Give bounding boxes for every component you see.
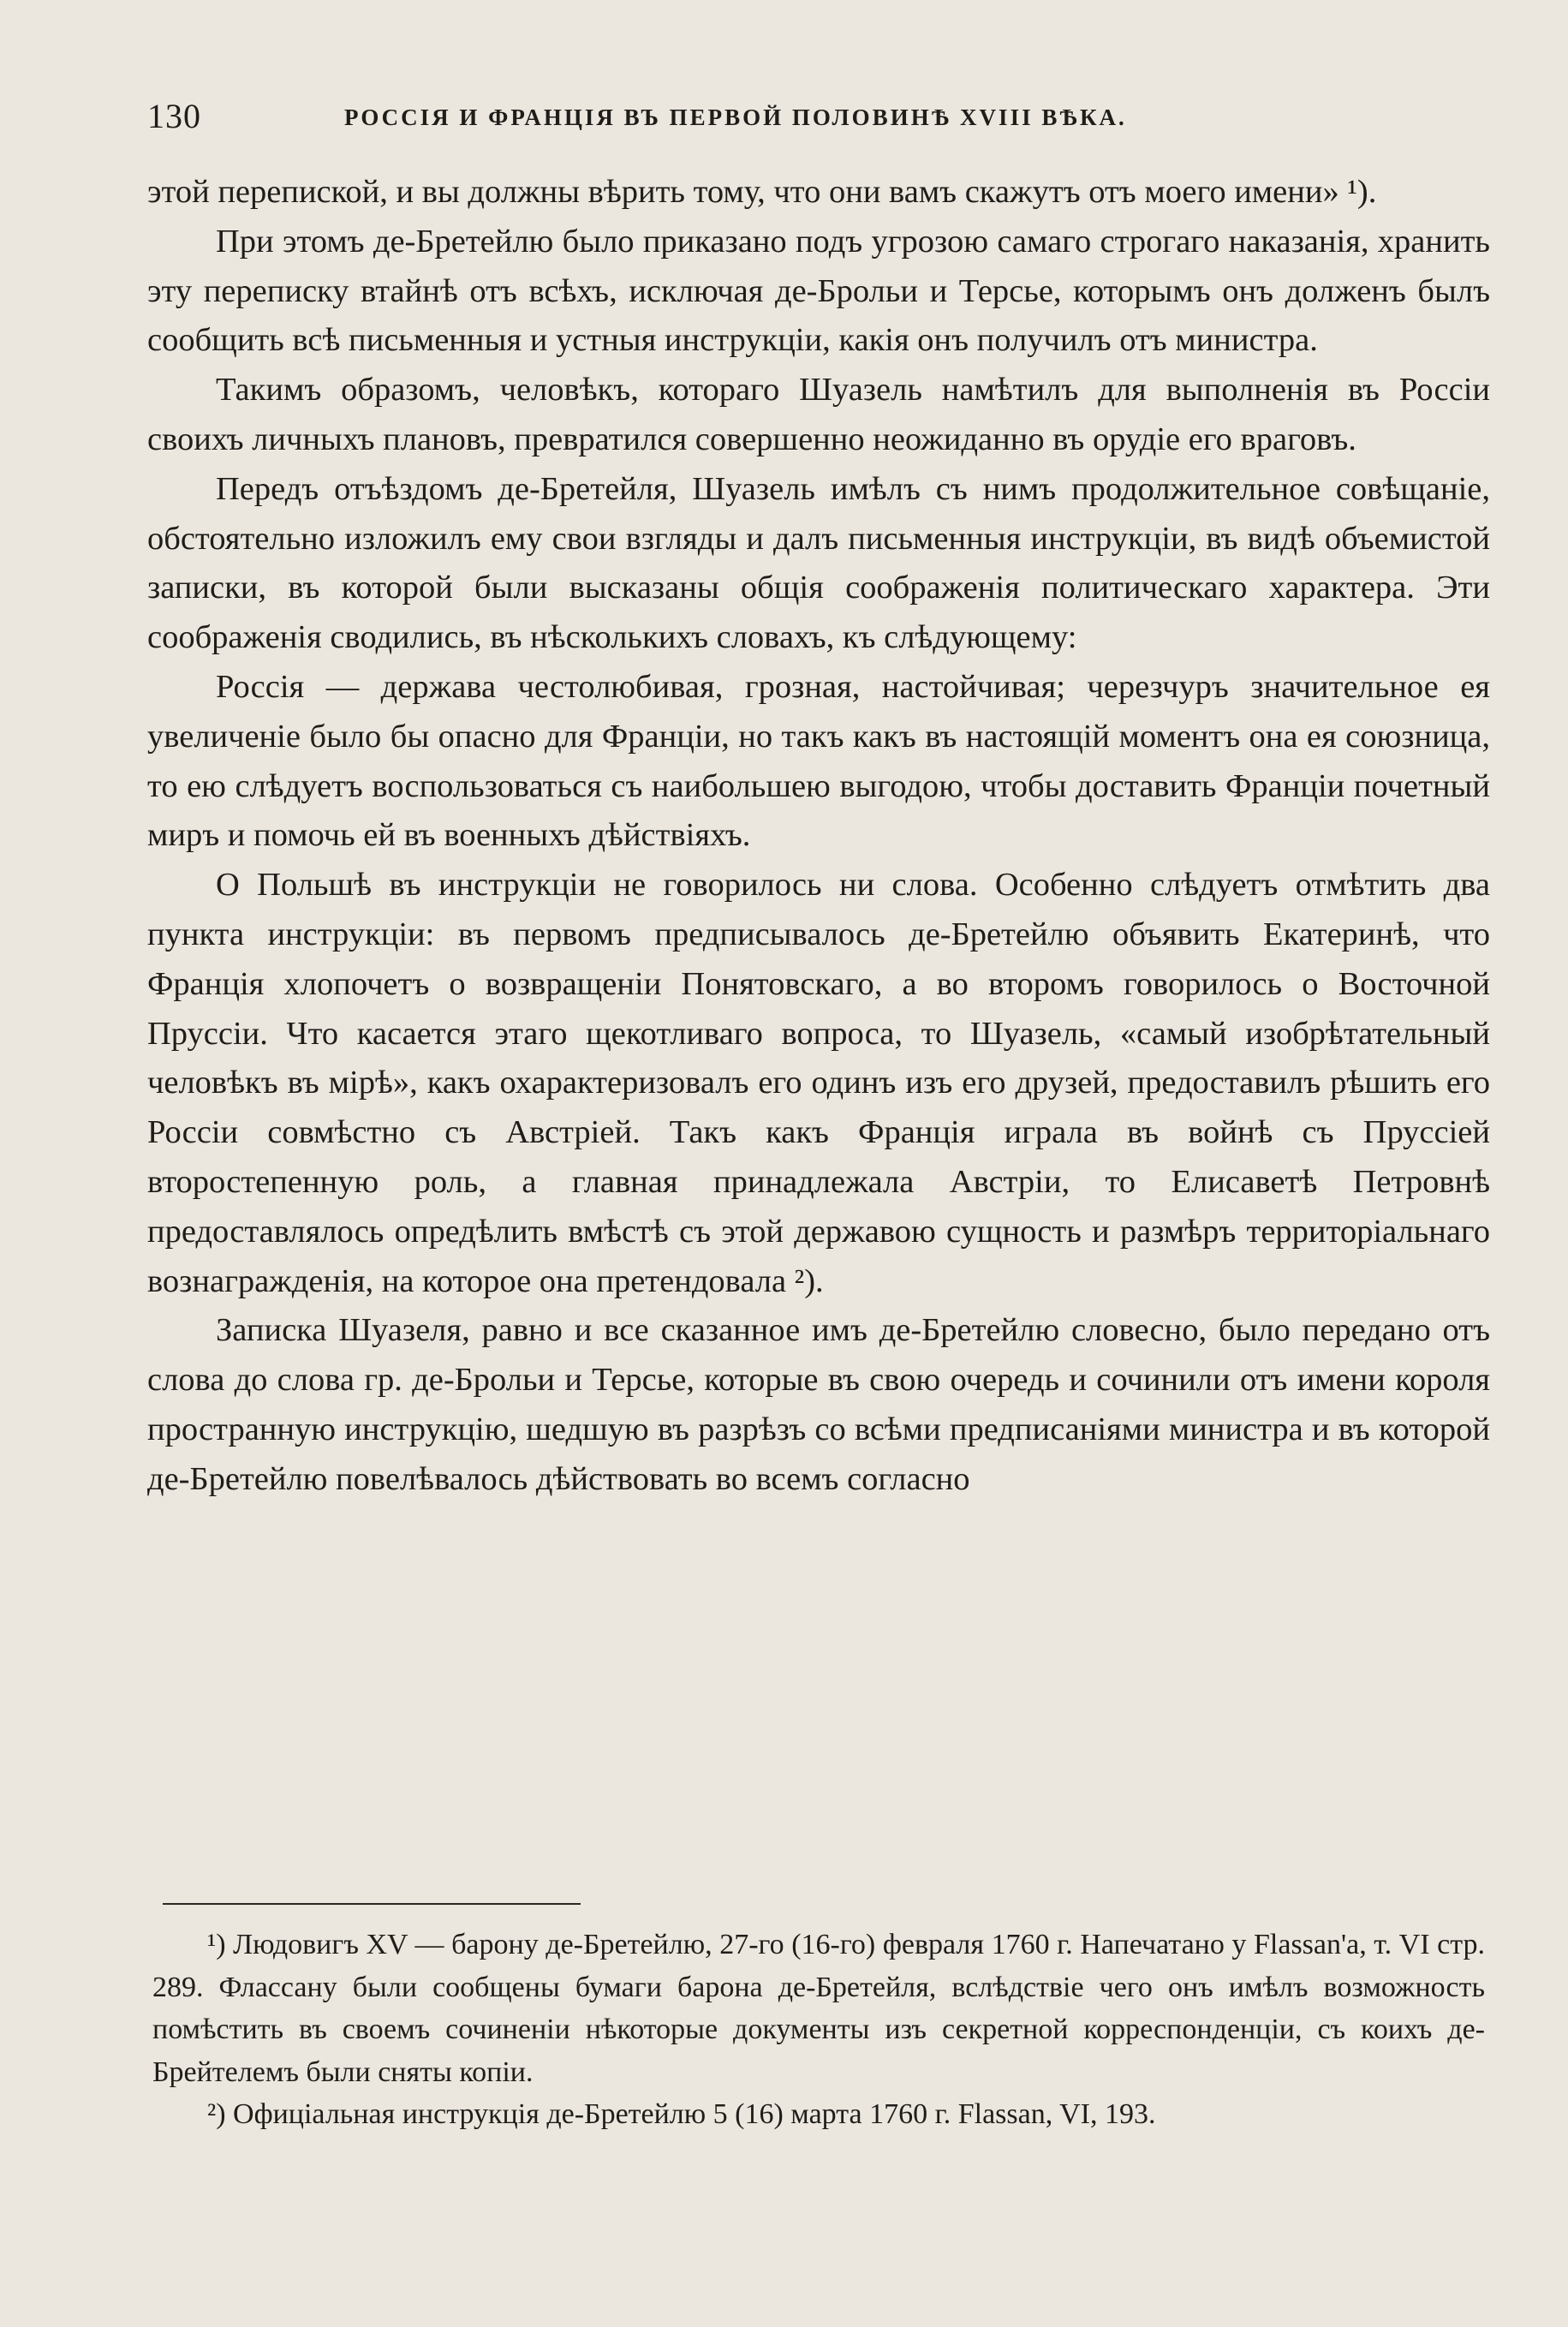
footnotes: [152, 1924, 1485, 2136]
footnote-divider: [163, 1903, 581, 1905]
page-number: 130: [147, 97, 201, 135]
paragraph: О Польшѣ въ инструкціи не говорилось ни слова. Особенно слѣдуетъ отмѣтить два пункта инструкціи: въ первомъ предписывалось де-Бретейлю объявить Екатеринѣ, что Франція хлопочетъ о возвращеніи Понятовскаго, а во второмъ говорилось о Восточной Пруссіи. Что касается этаго щекотливаго вопроса, то Шуазель, «самый изобрѣтательный человѣкъ въ мірѣ», какъ охарактеризовалъ его одинъ изъ его друзей, предоставилъ рѣшить его Россіи совмѣстно съ Австріей. Такъ какъ Франція играла въ войнѣ съ Пруссіей второстепенную роль, а главная принадлежала Австріи, то Елисаветѣ Петровнѣ предоставлялось опредѣлить вмѣстѣ съ этой державою сущность и размѣръ территоріальнаго вознагражденія, на которое она претендовала ²).: [147, 867, 1490, 1299]
paragraph: Записка Шуазеля, равно и все сказанное имъ де-Бретейлю словесно, было передано отъ слова до слова гр. де-Брольи и Терсье, которые въ свою очередь и сочинили отъ имени короля пространную инструкцію, шедшую въ разрѣзъ со всѣми предписаніями министра и въ которой де-Бретейлю повелѣвалось дѣйствовать во всемъ согласно: [147, 1312, 1490, 1497]
paragraph-continued: этой перепиской, и вы должны вѣрить тому, что они вамъ скажутъ отъ моего имени» ¹).: [147, 174, 1377, 210]
footnote: ²) Офиціальная инструкція де-Бретейлю 5 (16) марта 1760 г. Flassan, VI, 193.: [207, 2098, 1156, 2130]
running-title: РОССІЯ И ФРАНЦІЯ ВЪ ПЕРВОЙ ПОЛОВИНѢ XVIII ВѢКА.: [344, 104, 1127, 130]
paragraph: Передъ отъѣздомъ де-Бретейля, Шуазель имѣлъ съ нимъ продолжительное совѣщаніе, обстоятельно изложилъ ему свои взгляды и далъ письменныя инструкціи, въ видѣ объемистой записки, въ которой были высказаны общія соображенія политическаго характера. Эти соображенія сводились, въ нѣсколькихъ словахъ, къ слѣдующему:: [147, 470, 1490, 656]
page-header: [147, 96, 1492, 147]
footnote: ¹) Людовигъ XV — барону де-Бретейлю, 27-го (16-го) февраля 1760 г. Напечатано у Flassan'a, т. VI стр. 289. Флассану были сообщены бумаги барона де-Бретейля, вслѣдствіе чего онъ имѣлъ возможность помѣстить въ своемъ сочиненіи нѣкоторые документы изъ секретной корреспонденціи, съ коихъ де-Брейтелемъ были сняты копіи.: [152, 1929, 1485, 2088]
main-text: [147, 168, 1490, 1505]
paragraph: Россія — держава честолюбивая, грозная, настойчивая; черезчуръ значительное ея увеличеніе было бы опасно для Франціи, но такъ какъ въ настоящій моментъ она ея союзница, то ею слѣдуетъ воспользоваться съ наибольшею выгодою, чтобы доставить Франціи почетный миръ и помочь ей въ военныхъ дѣйствіяхъ.: [147, 668, 1490, 854]
paragraph: Такимъ образомъ, человѣкъ, котораго Шуазель намѣтилъ для выполненія въ Россіи своихъ личныхъ плановъ, превратился совершенно неожиданно въ орудіе его враговъ.: [147, 372, 1490, 457]
paragraph: При этомъ де-Бретейлю было приказано подъ угрозою самаго строгаго наказанія, хранить эту переписку втайнѣ отъ всѣхъ, исключая де-Брольи и Терсье, которымъ онъ долженъ былъ сообщить всѣ письменныя и устныя инструкціи, какія онъ получилъ отъ министра.: [147, 223, 1490, 359]
